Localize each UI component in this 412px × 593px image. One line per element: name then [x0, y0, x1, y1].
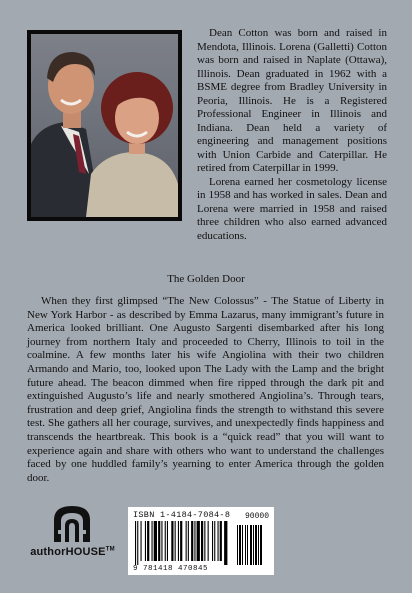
- barcode-bar: [218, 521, 219, 561]
- barcode-addon-bar: [239, 525, 241, 565]
- barcode-bar: [141, 521, 142, 561]
- bio-paragraph-2: Lorena earned her cosmetology license in 1958 and has worked in sales. Dean and Lorena were married in 1958 and raised three children who also earned advanced educations.: [197, 175, 387, 242]
- publisher-logo: [30, 502, 115, 562]
- barcode-bar: [180, 521, 182, 561]
- barcode-digits: 9 781418 470845: [133, 565, 209, 573]
- barcode-addon-bar: [258, 525, 259, 565]
- barcode-addon-bar: [237, 525, 238, 565]
- barcode-bar: [214, 521, 215, 561]
- barcode-addon-bar: [250, 525, 252, 565]
- barcode-bar: [201, 521, 203, 561]
- barcode-bar: [145, 521, 146, 561]
- barcode-bar: [147, 521, 149, 561]
- barcode-graphic: [133, 521, 269, 565]
- barcode-bar: [212, 521, 213, 561]
- publisher-name: authorHOUSE™: [30, 546, 115, 558]
- barcode-bar: [197, 521, 200, 561]
- book-title: The Golden Door: [167, 273, 245, 285]
- isbn-label: ISBN 1-4184-7084-8: [133, 510, 231, 520]
- barcode-bar: [171, 521, 173, 561]
- barcode-bar: [186, 521, 187, 561]
- barcode-bar: [137, 521, 138, 565]
- barcode-addon-bar: [253, 525, 254, 565]
- barcode-bar: [191, 521, 193, 561]
- barcode-bar: [175, 521, 176, 561]
- author-photo: [27, 30, 182, 221]
- author-photo-image: [31, 34, 178, 217]
- authorhouse-logo-icon: [30, 502, 115, 546]
- price-code: 90000: [244, 512, 269, 521]
- author-portrait-illustration: [31, 34, 178, 217]
- barcode-bar: [178, 521, 179, 561]
- barcode-bar: [167, 521, 168, 561]
- book-synopsis: When they first glimpsed “The New Colossus” - The Statue of Liberty in New York Harbor - as described by Emma Lazarus, many immigrant’s future in America looked brilliant. One Augusto Sargenti disembarked after his long journey from northern Italy and proceeded to Cherry, Illinois to toil in the coalmine. A few months later his wife Angiolina with their two children Armando and Mario, too, looked upon The Lady with the Lamp and the bright future ahead. The beacon dimmed when fire ripped through the dark pit and extinguished Augusto’s life and nearly smothered Angiolina’s. Through tears, frustration and deep grief, Angiolina finds the strength to withstand this severe test. She gathers all her courage, survives, and unexpectedly finds happiness and transcends the heartbreak. This book is a “quick read” that you will want to experience again and share with others who want to understand the challenges faced by one huddled family’s yearning to enter America through the golden door.: [27, 295, 384, 484]
- barcode-bar: [154, 521, 157, 561]
- barcode-bar: [165, 521, 166, 561]
- barcode-bar: [208, 521, 209, 561]
- author-bio: [197, 27, 387, 243]
- barcode-bar: [204, 521, 205, 561]
- barcode-addon-bar: [255, 525, 257, 565]
- barcode-bar: [224, 521, 227, 565]
- isbn-barcode: [128, 507, 274, 575]
- barcode-bar: [194, 521, 195, 561]
- barcode-addon-bar: [260, 525, 262, 565]
- barcode-addon-bar: [247, 525, 248, 565]
- bio-paragraph-1: Dean Cotton was born and raised in Mendota, Illinois. Lorena (Galletti) Cotton was born and raised in Naplate (Ottawa), Illinois. Dean graduated in 1962 with a BSME degree from Bradley University in Peoria, Illinois. He is a Registered Professional Engineer in Illinois and Indiana. Dean held a variety of engineering and management positions with Union Carbide and Caterpillar. He retired from Caterpillar in 1999.: [197, 27, 387, 174]
- barcode-bar: [220, 521, 222, 561]
- barcode-addon-bar: [242, 525, 243, 565]
- barcode-bar: [152, 521, 153, 561]
- barcode-bar: [161, 521, 162, 561]
- barcode-bar: [188, 521, 189, 561]
- barcode-bar: [158, 521, 160, 561]
- barcode-addon-bar: [245, 525, 246, 565]
- barcode-bar: [135, 521, 136, 565]
